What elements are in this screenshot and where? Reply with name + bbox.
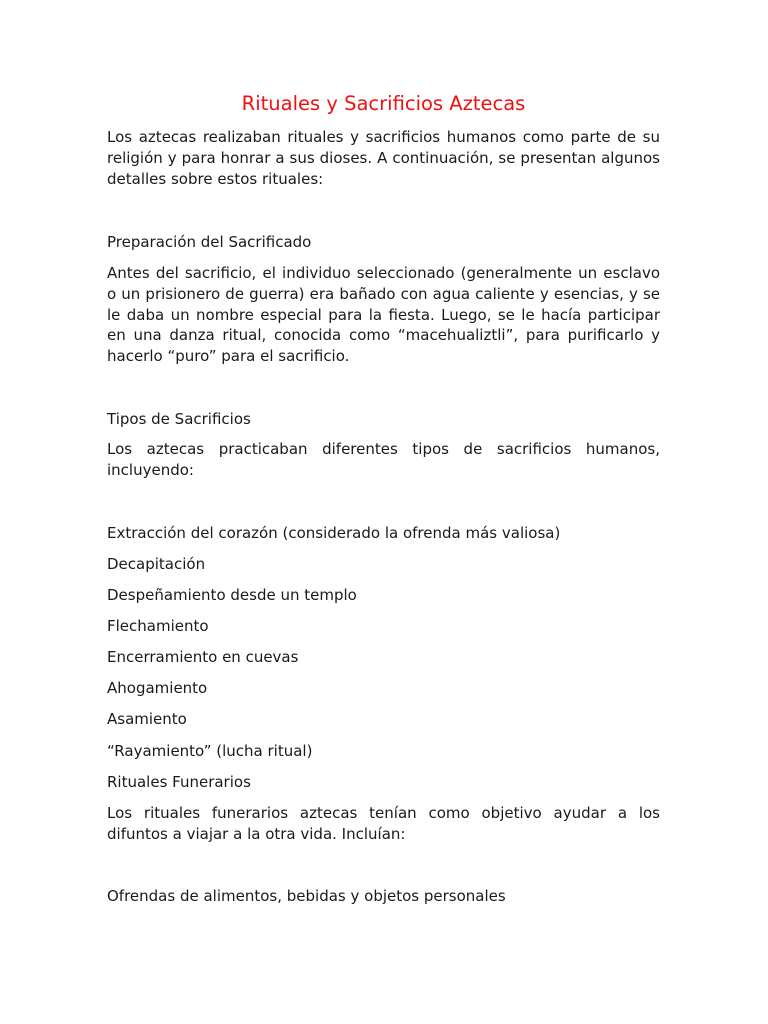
list-item: Ahogamiento [107, 679, 208, 697]
list-item: Decapitación [107, 555, 206, 573]
section-heading-funerarios: Rituales Funerarios [107, 773, 251, 791]
section-paragraph-funerarios: Los rituales funerarios aztecas tenían como objetivo ayudar a los difuntos a viajar a la otra vida. Incluían: [107, 804, 660, 843]
page-title: Rituales y Sacrificios Aztecas [241, 92, 526, 115]
intro-paragraph: Los aztecas realizaban rituales y sacrificios humanos como parte de su religión y para honrar a sus dioses. A continuación, se presentan algunos detalles sobre estos rituales: [107, 128, 660, 188]
section-heading-tipos: Tipos de Sacrificios [107, 410, 251, 428]
list-item: “Rayamiento” (lucha ritual) [107, 742, 313, 760]
section-paragraph-preparacion: Antes del sacrificio, el individuo seleccionado (generalmente un esclavo o un prisionero de guerra) era bañado con agua caliente y esencias, y se le daba un nombre especial para la fiesta. Luego, se le hacía participar en una danza ritual, conocida como “macehualiztli”, para purificarlo y hacerlo “puro” para el sacrificio. [107, 264, 660, 366]
list-item: Ofrendas de alimentos, bebidas y objetos personales [107, 887, 506, 905]
list-item: Extracción del corazón (considerado la ofrenda más valiosa) [107, 524, 561, 542]
section-heading-preparacion: Preparación del Sacrificado [107, 233, 312, 251]
list-item: Flechamiento [107, 617, 209, 635]
list-item: Encerramiento en cuevas [107, 648, 299, 666]
section-paragraph-tipos: Los aztecas practicaban diferentes tipos de sacrificios humanos, incluyendo: [107, 440, 660, 479]
list-item: Despeñamiento desde un templo [107, 586, 357, 604]
list-item: Asamiento [107, 710, 187, 728]
